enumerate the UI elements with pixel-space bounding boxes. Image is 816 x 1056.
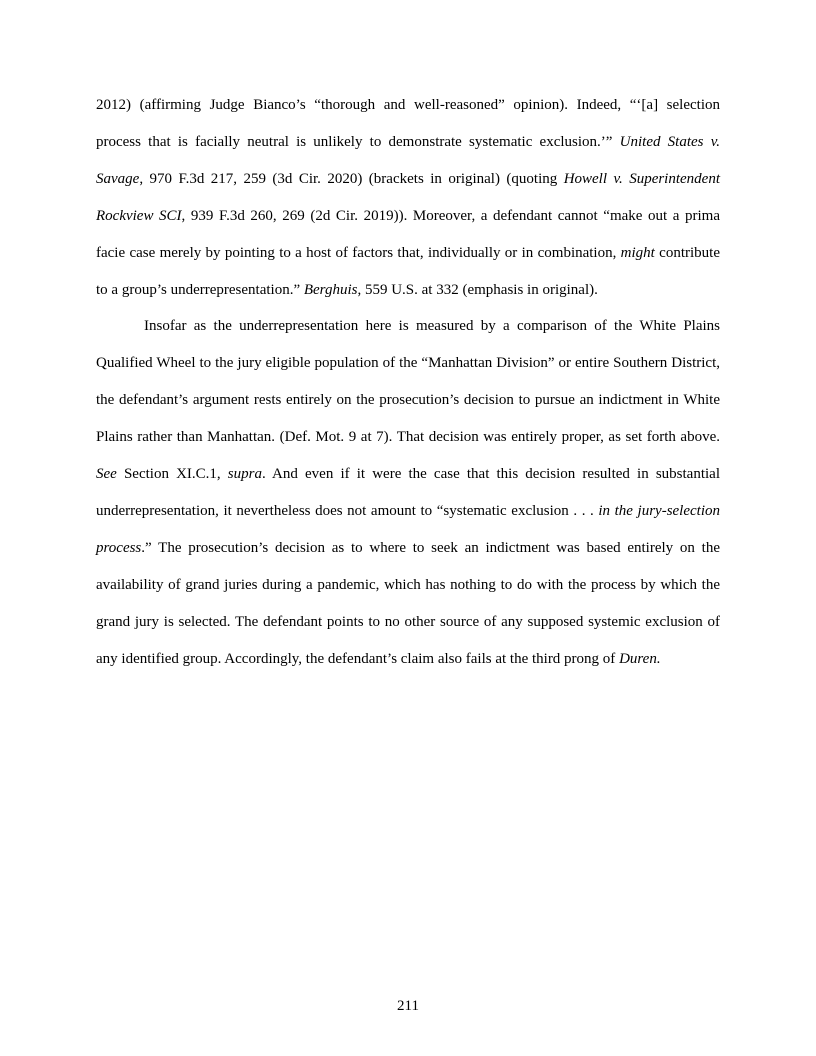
text-run: , 970 F.3d 217, 259 (3d Cir. 2020) (brackets in original) (quoting [139,170,564,187]
text-run: , 939 F.3d 260, 269 (2d Cir. 2019)). Moreover, a defendant cannot “make out a prima facie case merely by pointing to a host of factors that, individually or in combination, [96,207,720,261]
text-run: 2012) (affirming Judge Bianco’s “thorough and well-reasoned” opinion). Indeed, “‘[a] selection process that is facially neutral is unlikely to demonstrate systematic exclusion.’” [96,97,720,150]
signal-word: supra [227,466,262,483]
text-run: .” The prosecution’s decision as to where to seek an indictment was based entirely on the availability of grand juries during a pandemic, which has nothing to do with the process by which the grand jury is selected. The defendant points to no other source of any supposed systemic exclusion of any identified group. Accordingly, the defendant’s claim also fails at the third prong of [96,539,720,667]
text-run: . And even if it were the case that this decision resulted in substantial underrepresentation, it nevertheless does not amount to “systematic exclusion . . . [96,466,720,519]
text-run: Insofar as the underrepresentation here is measured by a comparison of the White Plains Qualified Wheel to the jury eligible population of the “Manhattan Division” or entire Southern District, the defendant’s argument rests entirely on the prosecution’s decision to pursue an indictment in White Plains rather than Manhattan. (Def. Mot. 9 at 7). That decision was entirely proper, as set forth above. [96,318,720,446]
text-run: , 559 U.S. at 332 (emphasis in original). [357,281,598,298]
text-run: contribute to a group’s underrepresentation.” [96,244,720,298]
case-citation: Duren. [619,650,661,667]
emphasis: in the jury-selection process [96,502,721,556]
page-body [96,87,720,678]
text-run: Section XI.C.1, [116,466,228,483]
case-citation: Howell v. Superintendent Rockview SCI [96,170,721,224]
case-citation: Berghuis [303,281,358,298]
page-number: 211 [397,998,419,1014]
case-citation: United States v. Savage [96,133,721,187]
signal-word: See [96,466,117,483]
paragraph-1 [96,87,720,308]
paragraph-2 [96,308,720,677]
emphasis: might [620,244,655,261]
